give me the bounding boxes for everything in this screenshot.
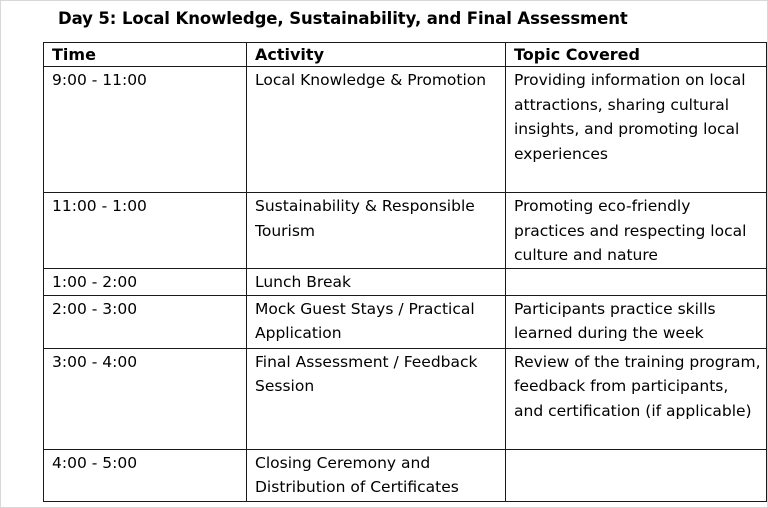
table-header-row — [44, 43, 767, 67]
topic-cell — [506, 268, 767, 295]
table-row — [44, 348, 767, 449]
time-cell: 4:00 - 5:00 — [44, 449, 247, 501]
column-header-topic: Topic Covered — [506, 43, 767, 67]
activity-cell: Lunch Break — [247, 268, 506, 295]
table-row — [44, 268, 767, 295]
activity-cell: Mock Guest Stays / Practical Application — [247, 295, 506, 348]
time-cell: 9:00 - 11:00 — [44, 67, 247, 193]
activity-cell: Sustainability & Responsible Tourism — [247, 193, 506, 269]
activity-cell: Closing Ceremony and Distribution of Certificates — [247, 449, 506, 501]
topic-cell — [506, 449, 767, 501]
topic-cell: Participants practice skills learned during the week — [506, 295, 767, 348]
topic-cell: Review of the training program, feedback from participants, and certification (if applicable) — [506, 348, 767, 449]
topic-cell: Promoting eco-friendly practices and respecting local culture and nature — [506, 193, 767, 269]
schedule-table — [43, 42, 767, 502]
time-cell: 3:00 - 4:00 — [44, 348, 247, 449]
topic-cell: Providing information on local attractions, sharing cultural insights, and promoting local experiences — [506, 67, 767, 193]
column-header-time: Time — [44, 43, 247, 67]
time-cell: 11:00 - 1:00 — [44, 193, 247, 269]
table-row — [44, 193, 767, 269]
page-title: Day 5: Local Knowledge, Sustainability, and Final Assessment — [58, 9, 628, 28]
column-header-activity: Activity — [247, 43, 506, 67]
activity-cell: Local Knowledge & Promotion — [247, 67, 506, 193]
activity-cell: Final Assessment / Feedback Session — [247, 348, 506, 449]
table-row — [44, 449, 767, 501]
time-cell: 2:00 - 3:00 — [44, 295, 247, 348]
time-cell: 1:00 - 2:00 — [44, 268, 247, 295]
table-row — [44, 295, 767, 348]
table-row — [44, 67, 767, 193]
